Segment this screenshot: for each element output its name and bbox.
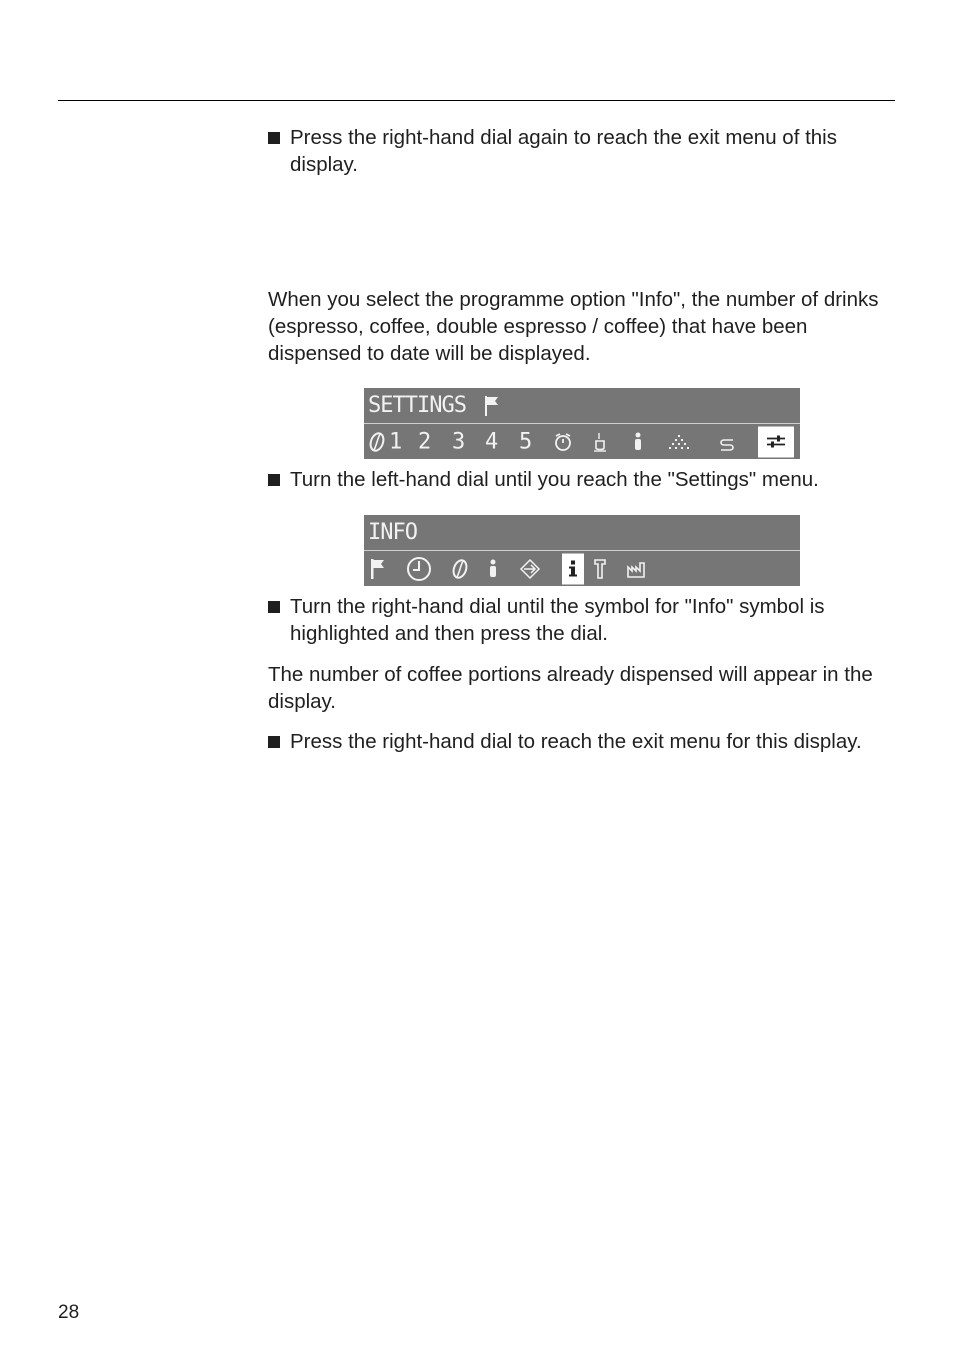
descale-icon (666, 432, 694, 452)
factory-icon (626, 559, 648, 579)
bullet-settings-menu (268, 466, 888, 493)
number-4: 4 (485, 429, 499, 454)
bullet-exit-menu (268, 728, 888, 755)
display-info-header (364, 515, 800, 551)
display-settings-icon-row (364, 424, 800, 459)
display-info (364, 515, 800, 586)
coffee-bean-icon (451, 558, 469, 580)
page-number: 28 (58, 1302, 80, 1323)
bullet-exit-menu-again (268, 124, 888, 178)
number-1: 1 (389, 429, 403, 454)
service-icon (593, 558, 607, 580)
diamond-arrow-icon (518, 558, 542, 580)
clock-icon (406, 556, 432, 582)
bullet-square (268, 601, 280, 613)
number-3: 3 (452, 429, 466, 454)
bullet-square (268, 132, 280, 144)
number-5: 5 (519, 429, 533, 454)
cup-icon (592, 431, 608, 453)
info-icon (562, 553, 584, 584)
settings-sliders-icon (758, 426, 794, 457)
bullet-text: Press the right-hand dial again to reach the exit menu of this display. (290, 126, 837, 176)
display-settings-title: SETTINGS (368, 393, 466, 418)
bullet-text: Turn the left-hand dial until you reach the "Settings" menu. (290, 468, 819, 491)
flag-icon (484, 395, 500, 417)
coffee-bean-icon (368, 431, 386, 453)
display-info-title: INFO (368, 520, 417, 545)
bullet-text: Press the right-hand dial to reach the exit menu for this display. (290, 730, 862, 753)
bullet-info-symbol (268, 593, 888, 647)
flag-icon (370, 558, 386, 580)
timer-icon (553, 432, 573, 452)
header-rule (58, 100, 895, 101)
display-settings-header (364, 388, 800, 424)
number-2: 2 (418, 429, 432, 454)
bullet-text: Turn the right-hand dial until the symbol for "Info" symbol is highlighted and then press the dial. (290, 595, 825, 645)
bullet-square (268, 474, 280, 486)
bullet-square (268, 736, 280, 748)
display-info-icon-row (364, 551, 800, 586)
paragraph-portions-display: The number of coffee portions already dispensed will appear in the display. (268, 663, 873, 713)
display-settings (364, 388, 800, 459)
person-icon (632, 431, 644, 453)
rinse-icon (718, 432, 736, 452)
person-icon (487, 558, 499, 580)
paragraph-info-intro: When you select the programme option "Info", the number of drinks (espresso, coffee, double espresso / coffee) that have been dispensed to date will be displayed. (268, 288, 879, 365)
